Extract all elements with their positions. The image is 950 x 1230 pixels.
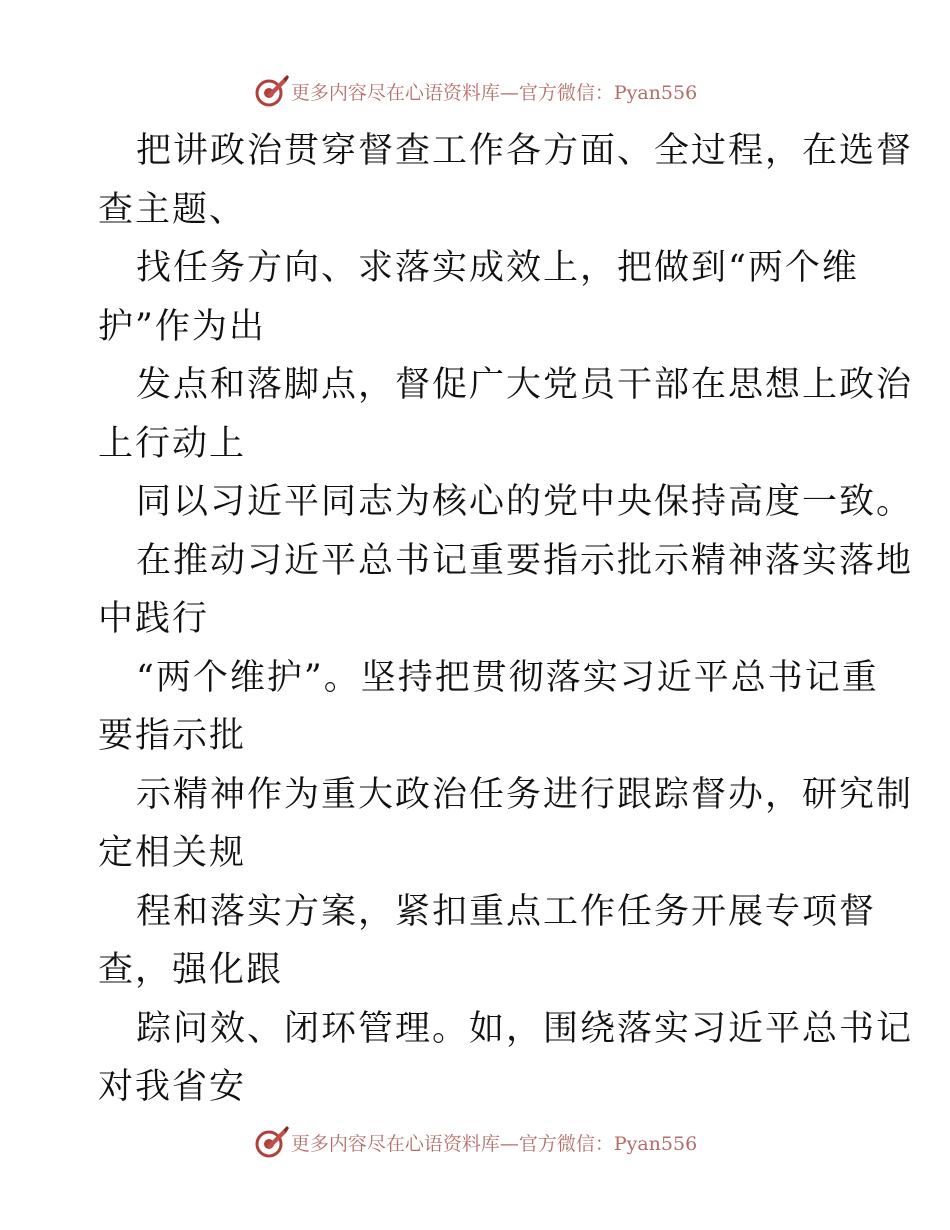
text-line: 上行动上 (98, 423, 247, 464)
document-body (98, 122, 914, 1117)
text-line: 示精神作为重大政治任务进行跟踪督办，研究制 (136, 774, 914, 815)
text-line: 程和落实方案，紧扣重点工作任务开展专项督 (136, 891, 877, 932)
text-line: 找任务方向、求落实成效上，把做到“两个维 (136, 248, 859, 288)
text-line: 护”作为出 (98, 306, 266, 347)
text-line: 对我省安 (98, 1067, 247, 1107)
watermark-text: 更多内容尽在心语资料库—官方微信：Pyan556 (290, 81, 698, 104)
text-line: 定相关规 (98, 833, 247, 873)
pen-logo-icon (253, 73, 289, 109)
text-line: 查，强化跟 (98, 950, 284, 990)
text-line: 查主题、 (98, 189, 247, 230)
text-line: “两个维护”。坚持把贯彻落实习近平总书记重 (136, 657, 879, 698)
header-watermark (0, 69, 950, 113)
text-line: 中践行 (98, 599, 210, 639)
text-line: 发点和落脚点，督促广大党员干部在思想上政治 (136, 365, 914, 405)
watermark-text: 更多内容尽在心语资料库—官方微信：Pyan556 (290, 1132, 698, 1155)
text-line: 在推动习近平总书记重要指示批示精神落实落地 (136, 540, 914, 581)
text-line: 把讲政治贯穿督查工作各方面、全过程，在选督 (136, 131, 914, 171)
text-line: 同以习近平同志为核心的党中央保持高度一致。 (136, 482, 914, 522)
pen-logo-icon (253, 1124, 289, 1160)
footer-watermark (0, 1120, 950, 1164)
text-line: 要指示批 (98, 716, 247, 756)
text-line: 踪问效、闭环管理。如，围绕落实习近平总书记 (136, 1008, 914, 1049)
